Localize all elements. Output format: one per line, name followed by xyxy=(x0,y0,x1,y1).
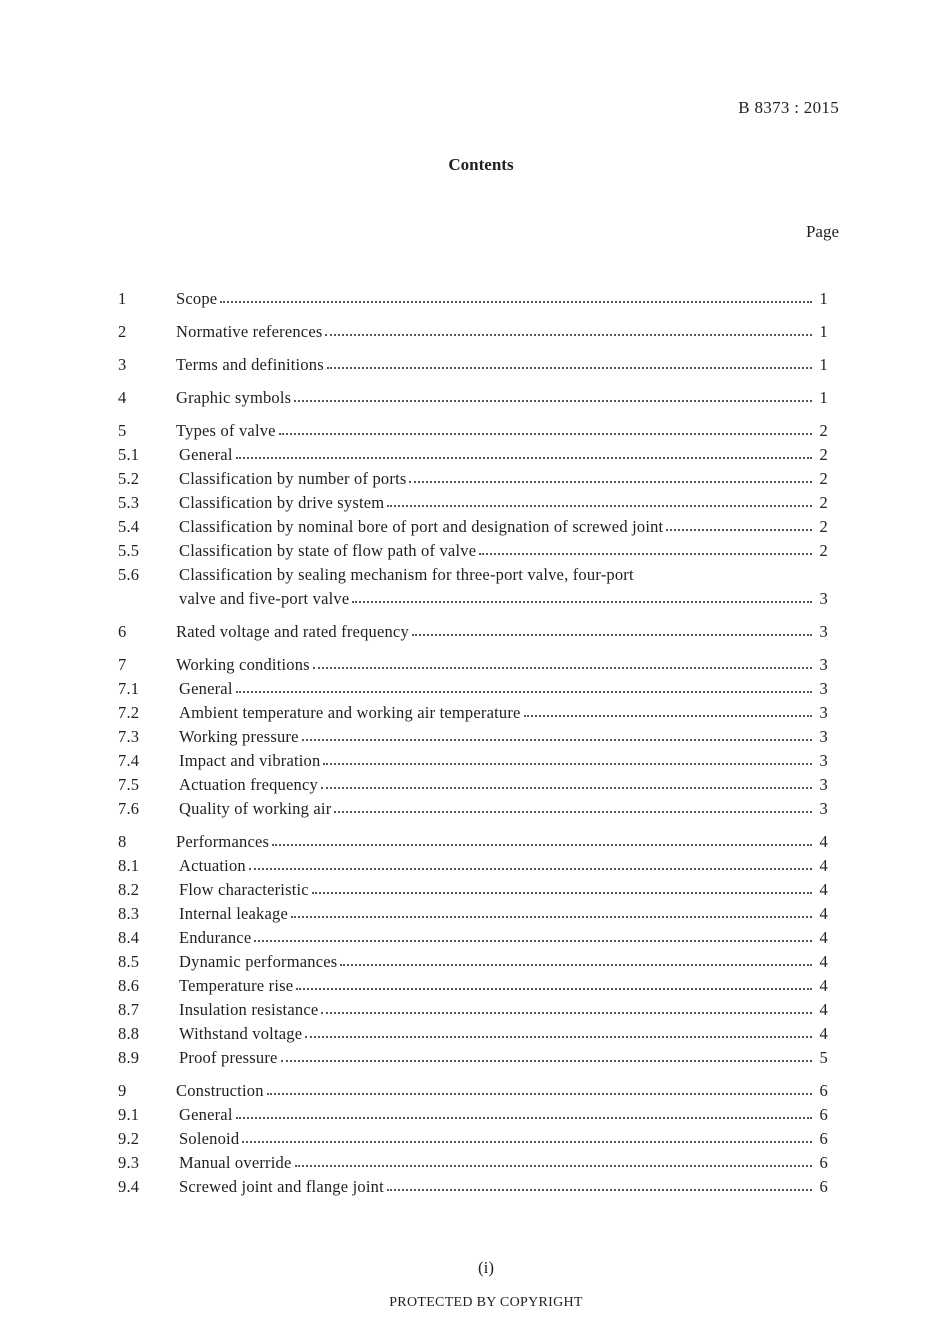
toc-leader-dots xyxy=(666,529,812,531)
toc-entry-title: Classification by number of ports xyxy=(179,469,407,488)
toc-entry-title: Graphic symbols xyxy=(176,388,292,407)
toc-entry[interactable] xyxy=(118,876,828,900)
toc-entry-title: Solenoid xyxy=(179,1129,240,1148)
toc-entry[interactable] xyxy=(118,723,828,747)
toc-leader-dots xyxy=(302,739,812,741)
toc-entry-number: 8.8 xyxy=(118,1024,140,1043)
toc-entry-title: Classification by drive system xyxy=(179,493,385,512)
toc-leader-dots xyxy=(236,1117,812,1119)
toc-leader-dots xyxy=(291,916,812,918)
toc-entry[interactable] xyxy=(118,417,828,441)
toc-entry-title: Actuation xyxy=(179,856,246,875)
toc-entry-page: 5 xyxy=(819,1048,828,1067)
footer-page-number: (i) xyxy=(477,1258,495,1277)
toc-entry-title: Insulation resistance xyxy=(179,1000,319,1019)
toc-entry-page: 4 xyxy=(819,856,828,875)
toc-entry-number: 7.6 xyxy=(118,799,140,818)
toc-entry[interactable] xyxy=(118,651,828,675)
toc-leader-dots xyxy=(254,940,812,942)
toc-entry-number: 3 xyxy=(118,355,127,374)
toc-entry-title: Screwed joint and flange joint xyxy=(179,1177,384,1196)
toc-leader-dots xyxy=(312,892,812,894)
toc-entry-page: 1 xyxy=(819,388,828,407)
toc-leader-dots xyxy=(279,433,812,435)
toc-entry-number: 5.3 xyxy=(118,493,140,512)
toc-entry-page: 4 xyxy=(819,832,828,851)
toc-entry-number: 6 xyxy=(118,622,127,641)
toc-entry-continuation[interactable] xyxy=(118,585,828,609)
toc-entry-title: Classification by state of flow path of valve xyxy=(179,541,477,560)
toc-entry-page: 3 xyxy=(819,775,828,794)
toc-leader-dots xyxy=(296,988,812,990)
toc-leader-dots xyxy=(242,1141,812,1143)
toc-section xyxy=(118,384,828,408)
toc-entry[interactable] xyxy=(118,537,828,561)
toc-entry-page: 2 xyxy=(819,541,828,560)
toc-entry-page: 3 xyxy=(819,703,828,722)
toc-entry[interactable] xyxy=(118,699,828,723)
toc-leader-dots xyxy=(313,667,812,669)
toc-entry-page: 2 xyxy=(819,493,828,512)
toc-entry-number: 8.2 xyxy=(118,880,140,899)
toc-entry-page: 1 xyxy=(819,322,828,341)
toc-entry-title: Temperature rise xyxy=(179,976,294,995)
toc-section xyxy=(118,351,828,375)
toc-entry-number: 9.2 xyxy=(118,1129,140,1148)
toc-entry-page: 6 xyxy=(819,1105,828,1124)
document-code: B 8373 : 2015 xyxy=(738,98,839,117)
toc-entry-page: 6 xyxy=(819,1081,828,1100)
toc-entry-page: 2 xyxy=(819,469,828,488)
toc-entry-title: Working pressure xyxy=(179,727,299,746)
toc-entry-page: 3 xyxy=(819,799,828,818)
toc-entry-number: 9 xyxy=(118,1081,127,1100)
toc-entry[interactable] xyxy=(118,318,828,342)
toc-entry-number: 1 xyxy=(118,289,127,308)
toc-entry-number: 8.5 xyxy=(118,952,140,971)
toc-entry-number: 7.1 xyxy=(118,679,140,698)
toc-leader-dots xyxy=(387,1189,812,1191)
toc-entry-page: 6 xyxy=(819,1129,828,1148)
toc-entry[interactable] xyxy=(118,465,828,489)
toc-entry-page: 4 xyxy=(819,1000,828,1019)
toc-entry[interactable] xyxy=(118,1020,828,1044)
toc-entry-title: Rated voltage and rated frequency xyxy=(176,622,409,641)
toc-entry-title: Manual override xyxy=(179,1153,292,1172)
toc-entry-title: Classification by nominal bore of port and designation of screwed joint xyxy=(179,517,664,536)
toc-leader-dots xyxy=(267,1093,812,1095)
toc-entry-number: 5.2 xyxy=(118,469,140,488)
toc-entry-number: 7.3 xyxy=(118,727,140,746)
toc-entry-page: 4 xyxy=(819,976,828,995)
toc-entry-title: General xyxy=(179,445,233,464)
toc-entry-number: 9.4 xyxy=(118,1177,140,1196)
toc-leader-dots xyxy=(236,691,812,693)
toc-entry-number: 8.3 xyxy=(118,904,140,923)
toc-entry-title: Ambient temperature and working air temperature xyxy=(179,703,521,722)
toc-entry-title: Impact and vibration xyxy=(179,751,321,770)
toc-entry[interactable] xyxy=(118,384,828,408)
toc-entry-number: 5.4 xyxy=(118,517,140,536)
toc-entry-page: 4 xyxy=(819,928,828,947)
toc-leader-dots xyxy=(281,1060,812,1062)
toc-entry[interactable] xyxy=(118,1173,828,1197)
toc-entry[interactable] xyxy=(118,828,828,852)
toc-entry[interactable] xyxy=(118,561,828,585)
toc-entry-number: 9.3 xyxy=(118,1153,140,1172)
toc-entry-number: 8.6 xyxy=(118,976,140,995)
toc-entry-number: 5.1 xyxy=(118,445,140,464)
toc-entry[interactable] xyxy=(118,996,828,1020)
toc-entry-number: 5.5 xyxy=(118,541,140,560)
toc-leader-dots xyxy=(352,601,812,603)
toc-entry[interactable] xyxy=(118,285,828,309)
toc-entry-title: Types of valve xyxy=(176,421,276,440)
toc-entry[interactable] xyxy=(118,924,828,948)
toc-entry[interactable] xyxy=(118,771,828,795)
toc-leader-dots xyxy=(412,634,812,636)
toc-section xyxy=(118,828,828,1068)
toc-entry[interactable] xyxy=(118,1077,828,1101)
toc-leader-dots xyxy=(294,400,812,402)
toc-entry-number: 8 xyxy=(118,832,127,851)
toc-entry[interactable] xyxy=(118,618,828,642)
toc-leader-dots xyxy=(409,481,812,483)
toc-entry-number: 7.5 xyxy=(118,775,140,794)
toc-entry-page: 4 xyxy=(819,952,828,971)
toc-entry-page: 4 xyxy=(819,904,828,923)
toc-section xyxy=(118,651,828,819)
toc-entry-number: 8.4 xyxy=(118,928,140,947)
toc-leader-dots xyxy=(325,334,812,336)
toc-entry-title: Construction xyxy=(176,1081,264,1100)
toc-leader-dots xyxy=(340,964,812,966)
toc-entry-title: Endurance xyxy=(179,928,252,947)
toc-entry-title: General xyxy=(179,1105,233,1124)
toc-leader-dots xyxy=(327,367,812,369)
toc-entry-title: General xyxy=(179,679,233,698)
toc-entry-number: 8.9 xyxy=(118,1048,140,1067)
toc-entry-page: 2 xyxy=(819,445,828,464)
toc-entry-page: 2 xyxy=(819,421,828,440)
toc-entry-number: 8.7 xyxy=(118,1000,140,1019)
toc-entry-number: 7.2 xyxy=(118,703,140,722)
toc-entry-title: Internal leakage xyxy=(179,904,289,923)
toc-entry[interactable] xyxy=(118,900,828,924)
toc-entry-title: Classification by sealing mechanism for three-port valve, four-port xyxy=(179,565,634,584)
toc-entry-number: 7 xyxy=(118,655,127,674)
toc-entry[interactable] xyxy=(118,489,828,513)
toc-leader-dots xyxy=(305,1036,812,1038)
toc-leader-dots xyxy=(321,1012,812,1014)
toc-leader-dots xyxy=(479,553,812,555)
toc-entry-page: 3 xyxy=(819,589,828,608)
toc-entry-title: Dynamic performances xyxy=(179,952,338,971)
toc-entry-page: 6 xyxy=(819,1177,828,1196)
toc-entry-title: Proof pressure xyxy=(179,1048,278,1067)
toc-entry-page: 2 xyxy=(819,517,828,536)
toc-entry-title: Normative references xyxy=(176,322,323,341)
toc-entry-number: 4 xyxy=(118,388,127,407)
toc-entry-title: Actuation frequency xyxy=(179,775,318,794)
toc-entry-title: Terms and definitions xyxy=(176,355,324,374)
toc-section xyxy=(118,417,828,609)
toc-entry-number: 5.6 xyxy=(118,565,140,584)
toc-entry-page: 1 xyxy=(819,289,828,308)
toc-entry-number: 9.1 xyxy=(118,1105,140,1124)
table-of-contents xyxy=(118,285,828,1206)
toc-leader-dots xyxy=(236,457,812,459)
toc-leader-dots xyxy=(321,787,812,789)
toc-entry-title: Flow characteristic xyxy=(179,880,309,899)
toc-leader-dots xyxy=(323,763,812,765)
toc-entry-title: Scope xyxy=(176,289,218,308)
toc-entry-title: Quality of working air xyxy=(179,799,332,818)
toc-section xyxy=(118,618,828,642)
toc-entry[interactable] xyxy=(118,441,828,465)
toc-entry-title: Working conditions xyxy=(176,655,310,674)
toc-entry-page: 4 xyxy=(819,1024,828,1043)
toc-entry-page: 3 xyxy=(819,679,828,698)
toc-entry-page: 3 xyxy=(819,622,828,641)
toc-entry[interactable] xyxy=(118,948,828,972)
toc-entry-title: Withstand voltage xyxy=(179,1024,303,1043)
toc-entry-number: 8.1 xyxy=(118,856,140,875)
toc-leader-dots xyxy=(334,811,812,813)
toc-entry-page: 6 xyxy=(819,1153,828,1172)
toc-entry[interactable] xyxy=(118,675,828,699)
toc-entry-title: Performances xyxy=(176,832,270,851)
contents-title: Contents xyxy=(448,155,514,174)
toc-section xyxy=(118,1077,828,1197)
toc-entry[interactable] xyxy=(118,1125,828,1149)
toc-entry[interactable] xyxy=(118,1149,828,1173)
toc-entry-page: 3 xyxy=(819,727,828,746)
toc-entry[interactable] xyxy=(118,351,828,375)
toc-leader-dots xyxy=(220,301,812,303)
toc-entry[interactable] xyxy=(118,852,828,876)
toc-leader-dots xyxy=(249,868,812,870)
toc-leader-dots xyxy=(295,1165,813,1167)
page-column-label: Page xyxy=(805,222,839,241)
toc-entry-number: 5 xyxy=(118,421,127,440)
toc-entry[interactable] xyxy=(118,795,828,819)
toc-entry-title-continued: valve and five-port valve xyxy=(179,589,350,608)
toc-entry-number: 7.4 xyxy=(118,751,140,770)
toc-entry-page: 3 xyxy=(819,751,828,770)
toc-entry[interactable] xyxy=(118,972,828,996)
copyright-notice: PROTECTED BY COPYRIGHT xyxy=(389,1295,583,1310)
toc-leader-dots xyxy=(524,715,812,717)
toc-leader-dots xyxy=(387,505,812,507)
toc-section xyxy=(118,318,828,342)
toc-section xyxy=(118,285,828,309)
toc-entry-page: 1 xyxy=(819,355,828,374)
toc-entry[interactable] xyxy=(118,1101,828,1125)
toc-entry-page: 4 xyxy=(819,880,828,899)
toc-entry[interactable] xyxy=(118,747,828,771)
toc-entry[interactable] xyxy=(118,1044,828,1068)
toc-entry-page: 3 xyxy=(819,655,828,674)
toc-leader-dots xyxy=(272,844,812,846)
toc-entry-number: 2 xyxy=(118,322,127,341)
toc-entry[interactable] xyxy=(118,513,828,537)
